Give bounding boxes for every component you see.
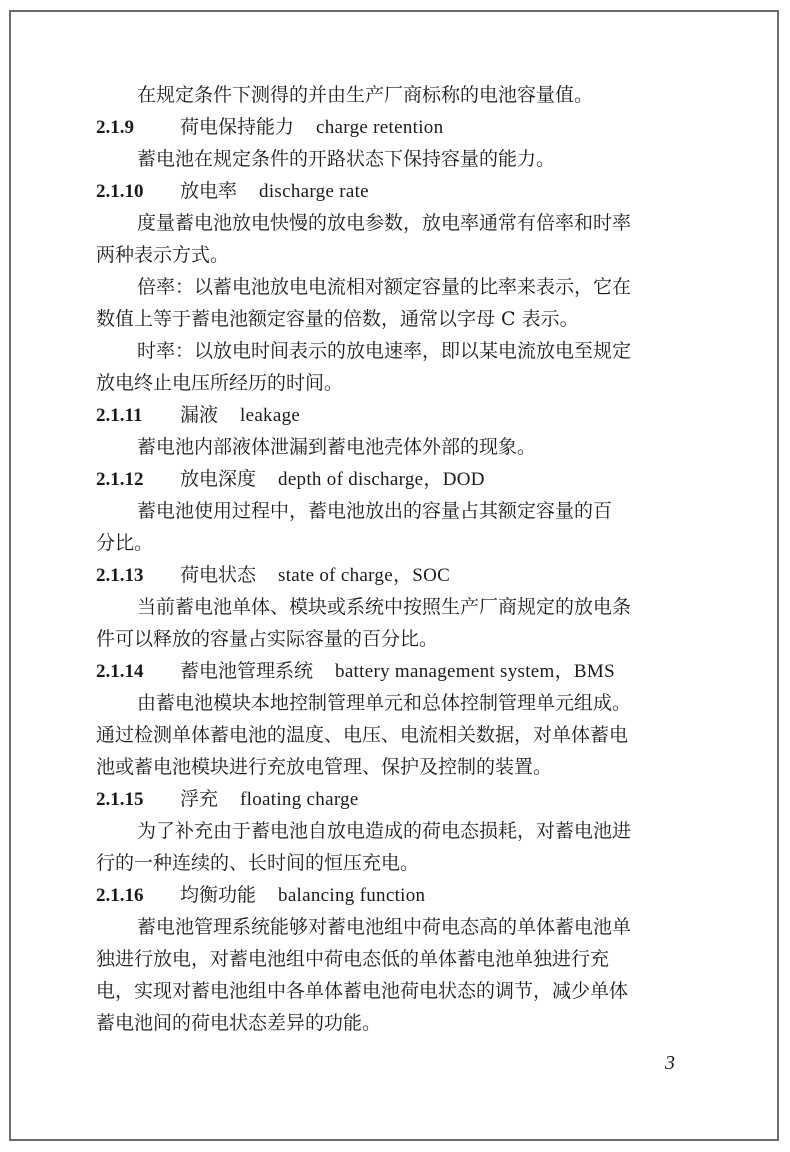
definition-line: 数值上等于蓄电池额定容量的倍数，通常以字母 C 表示。 — [96, 308, 579, 330]
term-chinese-name: 放电率 — [180, 180, 238, 202]
term-chinese-name: 荷电保持能力 — [180, 116, 295, 138]
term-heading-2-1-11 — [96, 403, 300, 428]
term-heading-2-1-9 — [96, 115, 443, 140]
term-heading-2-1-16 — [96, 883, 425, 908]
term-english-name: battery management system，BMS — [335, 661, 615, 682]
term-number: 2.1.11 — [96, 405, 143, 426]
term-english-name: charge retention — [316, 117, 444, 138]
term-chinese-name: 漏液 — [180, 404, 219, 426]
term-english-name: balancing function — [278, 885, 426, 906]
term-number: 2.1.10 — [96, 181, 144, 202]
definition-line: 度量蓄电池放电快慢的放电参数，放电率通常有倍率和时率 — [137, 212, 632, 234]
term-heading-2-1-14 — [96, 659, 615, 684]
term-chinese-name: 放电深度 — [180, 468, 257, 490]
definition-line: 蓄电池管理系统能够对蓄电池组中荷电态高的单体蓄电池单 — [137, 916, 632, 938]
term-chinese-name: 蓄电池管理系统 — [180, 660, 314, 682]
page-number: 3 — [665, 1052, 675, 1074]
term-number: 2.1.14 — [96, 661, 144, 682]
term-heading-2-1-13 — [96, 563, 450, 588]
definition-line: 独进行放电，对蓄电池组中荷电态低的单体蓄电池单独进行充 — [96, 948, 610, 970]
term-number: 2.1.13 — [96, 565, 144, 586]
definition-line: 为了补充由于蓄电池自放电造成的荷电态损耗，对蓄电池进 — [137, 820, 632, 842]
definition-line: 两种表示方式。 — [96, 244, 230, 266]
term-english-name: floating charge — [240, 789, 359, 810]
definition-line: 蓄电池间的荷电状态差异的功能。 — [96, 1012, 382, 1034]
term-number: 2.1.16 — [96, 885, 144, 906]
term-number: 2.1.9 — [96, 117, 134, 138]
definition-line: 当前蓄电池单体、模块或系统中按照生产厂商规定的放电条 — [137, 596, 632, 618]
term-heading-2-1-10 — [96, 179, 369, 204]
term-english-name: discharge rate — [259, 181, 369, 202]
definition-line: 蓄电池使用过程中，蓄电池放出的容量占其额定容量的百 — [137, 500, 613, 522]
definition-line: 倍率：以蓄电池放电电流相对额定容量的比率来表示，它在 — [137, 276, 632, 298]
term-chinese-name: 均衡功能 — [180, 884, 257, 906]
term-number: 2.1.15 — [96, 789, 144, 810]
definition-line: 蓄电池在规定条件的开路状态下保持容量的能力。 — [137, 148, 556, 170]
term-heading-2-1-12 — [96, 467, 485, 492]
term-chinese-name: 荷电状态 — [180, 564, 257, 586]
definition-line: 由蓄电池模块本地控制管理单元和总体控制管理单元组成。 — [137, 692, 632, 714]
term-number: 2.1.12 — [96, 469, 144, 490]
definition-line: 蓄电池内部液体泄漏到蓄电池壳体外部的现象。 — [137, 436, 537, 458]
term-english-name: depth of discharge，DOD — [278, 469, 485, 490]
definition-line: 行的一种连续的、长时间的恒压充电。 — [96, 852, 420, 874]
term-english-name: state of charge，SOC — [278, 565, 451, 586]
definition-line: 分比。 — [96, 532, 154, 554]
definition-line: 池或蓄电池模块进行充放电管理、保护及控制的装置。 — [96, 756, 553, 778]
definition-line: 件可以释放的容量占实际容量的百分比。 — [96, 628, 439, 650]
definition-line: 时率：以放电时间表示的放电速率，即以某电流放电至规定 — [137, 340, 632, 362]
term-chinese-name: 浮充 — [180, 788, 219, 810]
definition-line: 电，实现对蓄电池组中各单体蓄电池荷电状态的调节，减少单体 — [96, 980, 629, 1002]
definition-line: 放电终止电压所经历的时间。 — [96, 372, 344, 394]
definition-line: 通过检测单体蓄电池的温度、电压、电流相关数据，对单体蓄电 — [96, 724, 629, 746]
term-heading-2-1-15 — [96, 787, 359, 812]
intro-paragraph-line: 在规定条件下测得的并由生产厂商标称的电池容量值。 — [137, 84, 594, 106]
term-english-name: leakage — [240, 405, 301, 426]
